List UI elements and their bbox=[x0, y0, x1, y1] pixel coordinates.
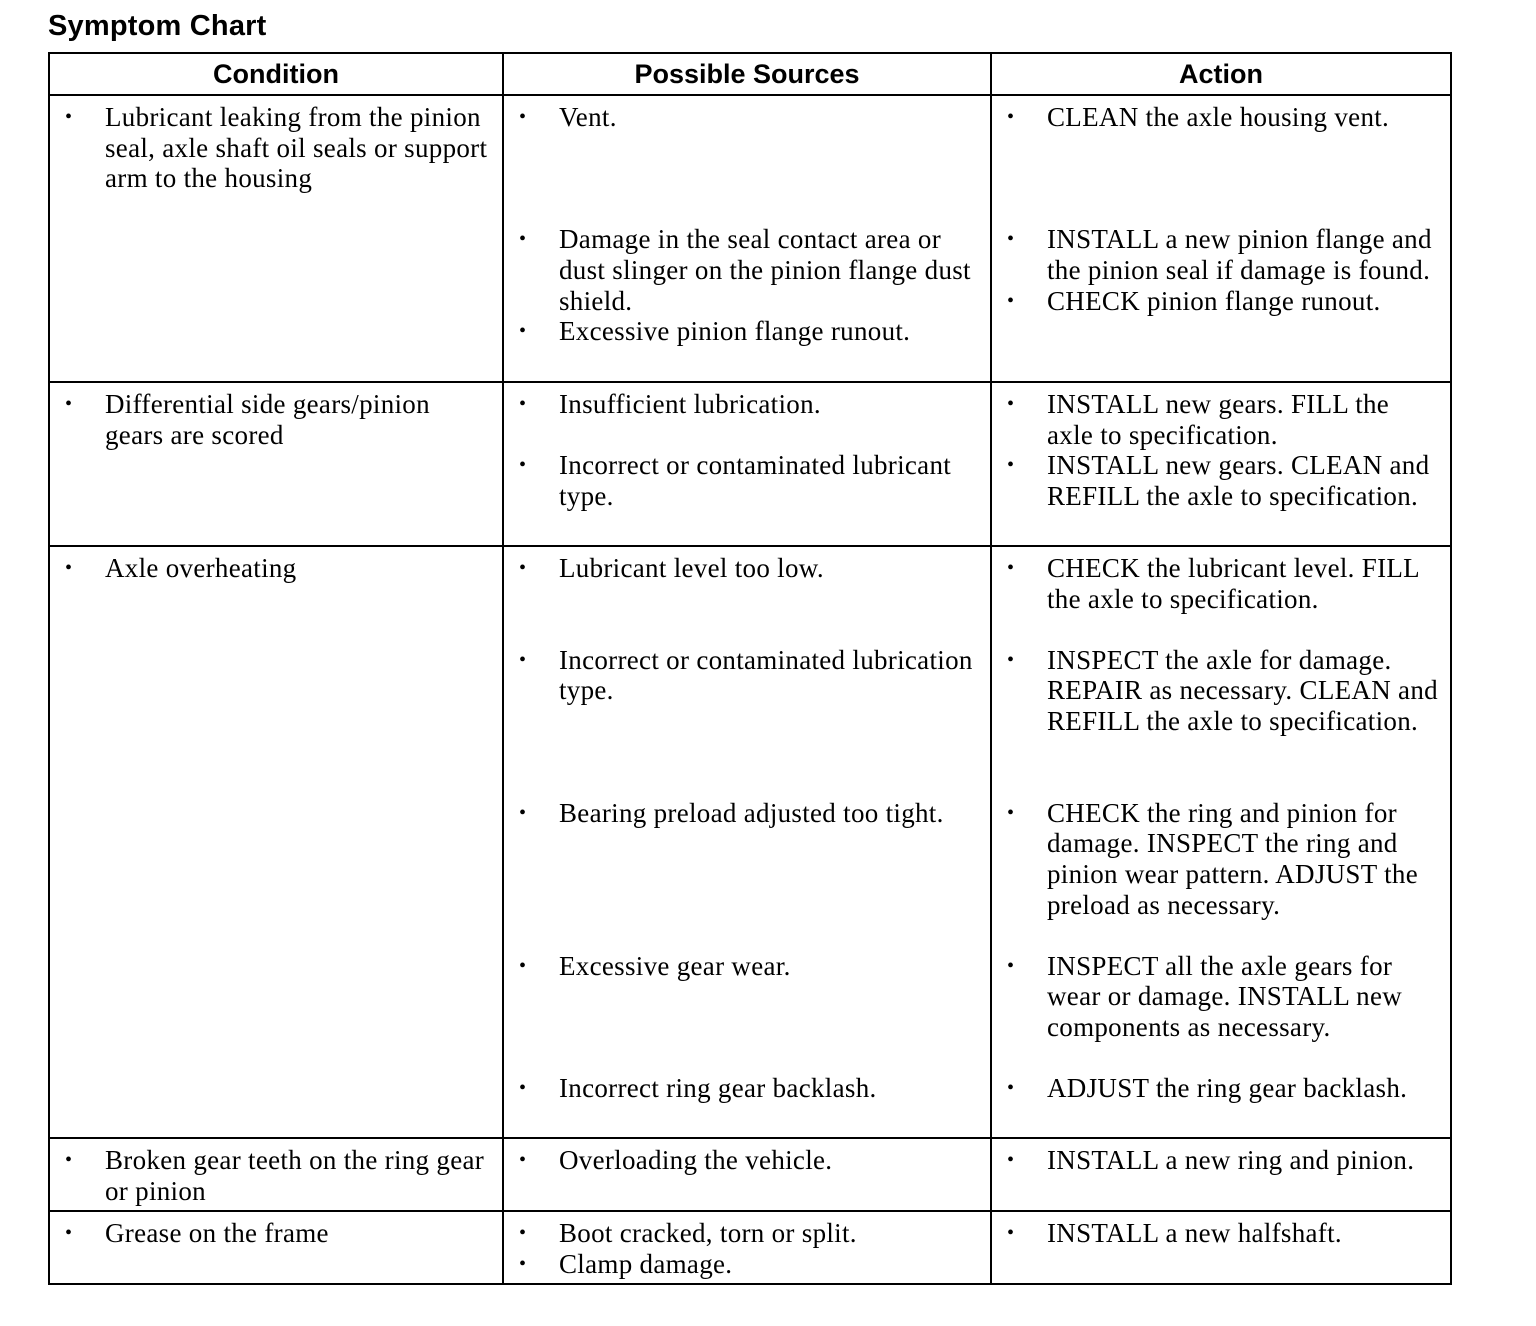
bullet-icon: • bbox=[65, 106, 73, 128]
bullet-icon: • bbox=[65, 557, 73, 579]
header-action: Action bbox=[991, 53, 1451, 95]
action-cell bbox=[991, 95, 1451, 382]
bullet-icon: • bbox=[519, 1149, 527, 1171]
sources-cell bbox=[503, 546, 991, 1138]
table-row bbox=[49, 546, 1451, 1138]
bullet-icon: • bbox=[519, 454, 527, 477]
table-row bbox=[49, 95, 1451, 382]
bullet-icon: • bbox=[519, 954, 527, 977]
action-item: • ADJUST the ring gear backlash. bbox=[1007, 1073, 1408, 1104]
table-row bbox=[49, 1211, 1451, 1284]
sources-cell bbox=[503, 1138, 991, 1211]
bullet-icon: • bbox=[1007, 1077, 1015, 1100]
bullet-icon: • bbox=[519, 648, 527, 671]
source-item: • Bearing preload adjusted too tight. bbox=[519, 797, 944, 828]
source-item: • Vent. bbox=[519, 102, 617, 132]
condition-cell bbox=[49, 1138, 503, 1211]
source-item: • Excessive gear wear. bbox=[519, 950, 791, 981]
action-item: • INSTALL a new pinion flange and the pinion seal if damage is found. bbox=[1007, 224, 1432, 285]
bullet-icon: • bbox=[519, 393, 527, 415]
action-cell bbox=[991, 1138, 1451, 1211]
table-row bbox=[49, 382, 1451, 546]
bullet-icon: • bbox=[1007, 954, 1015, 977]
bullet-icon: • bbox=[65, 1149, 73, 1171]
page-title: Symptom Chart bbox=[48, 10, 267, 42]
source-item: • Incorrect or contaminated lubrication type. bbox=[519, 644, 973, 706]
sources-cell bbox=[503, 1211, 991, 1284]
bullet-icon: • bbox=[1007, 228, 1015, 251]
condition-item: • Broken gear teeth on the ring gear or pinion bbox=[65, 1145, 485, 1206]
action-cell bbox=[991, 382, 1451, 546]
bullet-icon: • bbox=[519, 320, 527, 343]
source-item: • Excessive pinion flange runout. bbox=[519, 316, 911, 347]
action-item: • CHECK the lubricant level. FILL the axle to specification. bbox=[1007, 553, 1419, 614]
bullet-icon: • bbox=[1007, 1149, 1015, 1171]
source-item: • Lubricant level too low. bbox=[519, 553, 824, 583]
action-cell bbox=[991, 546, 1451, 1138]
table-row bbox=[49, 1138, 1451, 1211]
action-item: • CHECK pinion flange runout. bbox=[1007, 285, 1381, 316]
action-item: • CLEAN the axle housing vent. bbox=[1007, 102, 1390, 132]
bullet-icon: • bbox=[519, 106, 527, 128]
sources-cell bbox=[503, 95, 991, 382]
source-item: • Clamp damage. bbox=[519, 1248, 733, 1279]
bullet-icon: • bbox=[1007, 393, 1015, 415]
source-item: • Overloading the vehicle. bbox=[519, 1145, 833, 1175]
source-item: • Boot cracked, torn or split. bbox=[519, 1218, 857, 1249]
symptom-table bbox=[48, 52, 1452, 1285]
bullet-icon: • bbox=[65, 393, 73, 415]
condition-item: • Grease on the frame bbox=[65, 1218, 329, 1249]
condition-cell bbox=[49, 1211, 503, 1284]
bullet-icon: • bbox=[1007, 801, 1015, 824]
action-item: • CHECK the ring and pinion for damage. INSPECT the ring and pinion wear pattern. ADJUST the preload as necessary. bbox=[1007, 797, 1418, 920]
action-item: • INSTALL a new ring and pinion. bbox=[1007, 1145, 1415, 1175]
source-item: • Incorrect or contaminated lubricant type. bbox=[519, 450, 952, 511]
action-item: • INSPECT the axle for damage. REPAIR as necessary. CLEAN and REFILL the axle to specification. bbox=[1007, 644, 1438, 736]
condition-item: • Lubricant leaking from the pinion seal, axle shaft oil seals or support arm to the housing bbox=[65, 102, 488, 194]
bullet-icon: • bbox=[1007, 1222, 1015, 1245]
condition-item: • Axle overheating bbox=[65, 553, 297, 583]
bullet-icon: • bbox=[1007, 454, 1015, 477]
bullet-icon: • bbox=[519, 228, 527, 251]
bullet-icon: • bbox=[1007, 557, 1015, 579]
bullet-icon: • bbox=[1007, 106, 1015, 128]
bullet-icon: • bbox=[1007, 289, 1015, 312]
bullet-icon: • bbox=[519, 1252, 527, 1275]
header-condition: Condition bbox=[49, 53, 503, 95]
action-cell bbox=[991, 1211, 1451, 1284]
bullet-icon: • bbox=[65, 1222, 73, 1245]
source-item: • Incorrect ring gear backlash. bbox=[519, 1073, 877, 1104]
condition-cell bbox=[49, 546, 503, 1138]
action-item: • INSPECT all the axle gears for wear or damage. INSTALL new components as necessary. bbox=[1007, 950, 1403, 1042]
header-row bbox=[49, 53, 1451, 95]
condition-cell bbox=[49, 382, 503, 546]
bullet-icon: • bbox=[519, 557, 527, 579]
bullet-icon: • bbox=[519, 1077, 527, 1100]
bullet-icon: • bbox=[519, 1222, 527, 1245]
source-item: • Damage in the seal contact area or dust slinger on the pinion flange dust shield. bbox=[519, 224, 971, 316]
condition-cell bbox=[49, 95, 503, 382]
action-item: • INSTALL a new halfshaft. bbox=[1007, 1218, 1342, 1249]
source-item: • Insufficient lubrication. bbox=[519, 389, 821, 419]
bullet-icon: • bbox=[519, 801, 527, 824]
condition-item: • Differential side gears/pinion gears are scored bbox=[65, 389, 430, 450]
bullet-icon: • bbox=[1007, 648, 1015, 671]
header-possible-sources: Possible Sources bbox=[503, 53, 991, 95]
sources-cell bbox=[503, 382, 991, 546]
action-item: • INSTALL new gears. CLEAN and REFILL the axle to specification. bbox=[1007, 450, 1430, 511]
action-item: • INSTALL new gears. FILL the axle to specification. bbox=[1007, 389, 1390, 450]
